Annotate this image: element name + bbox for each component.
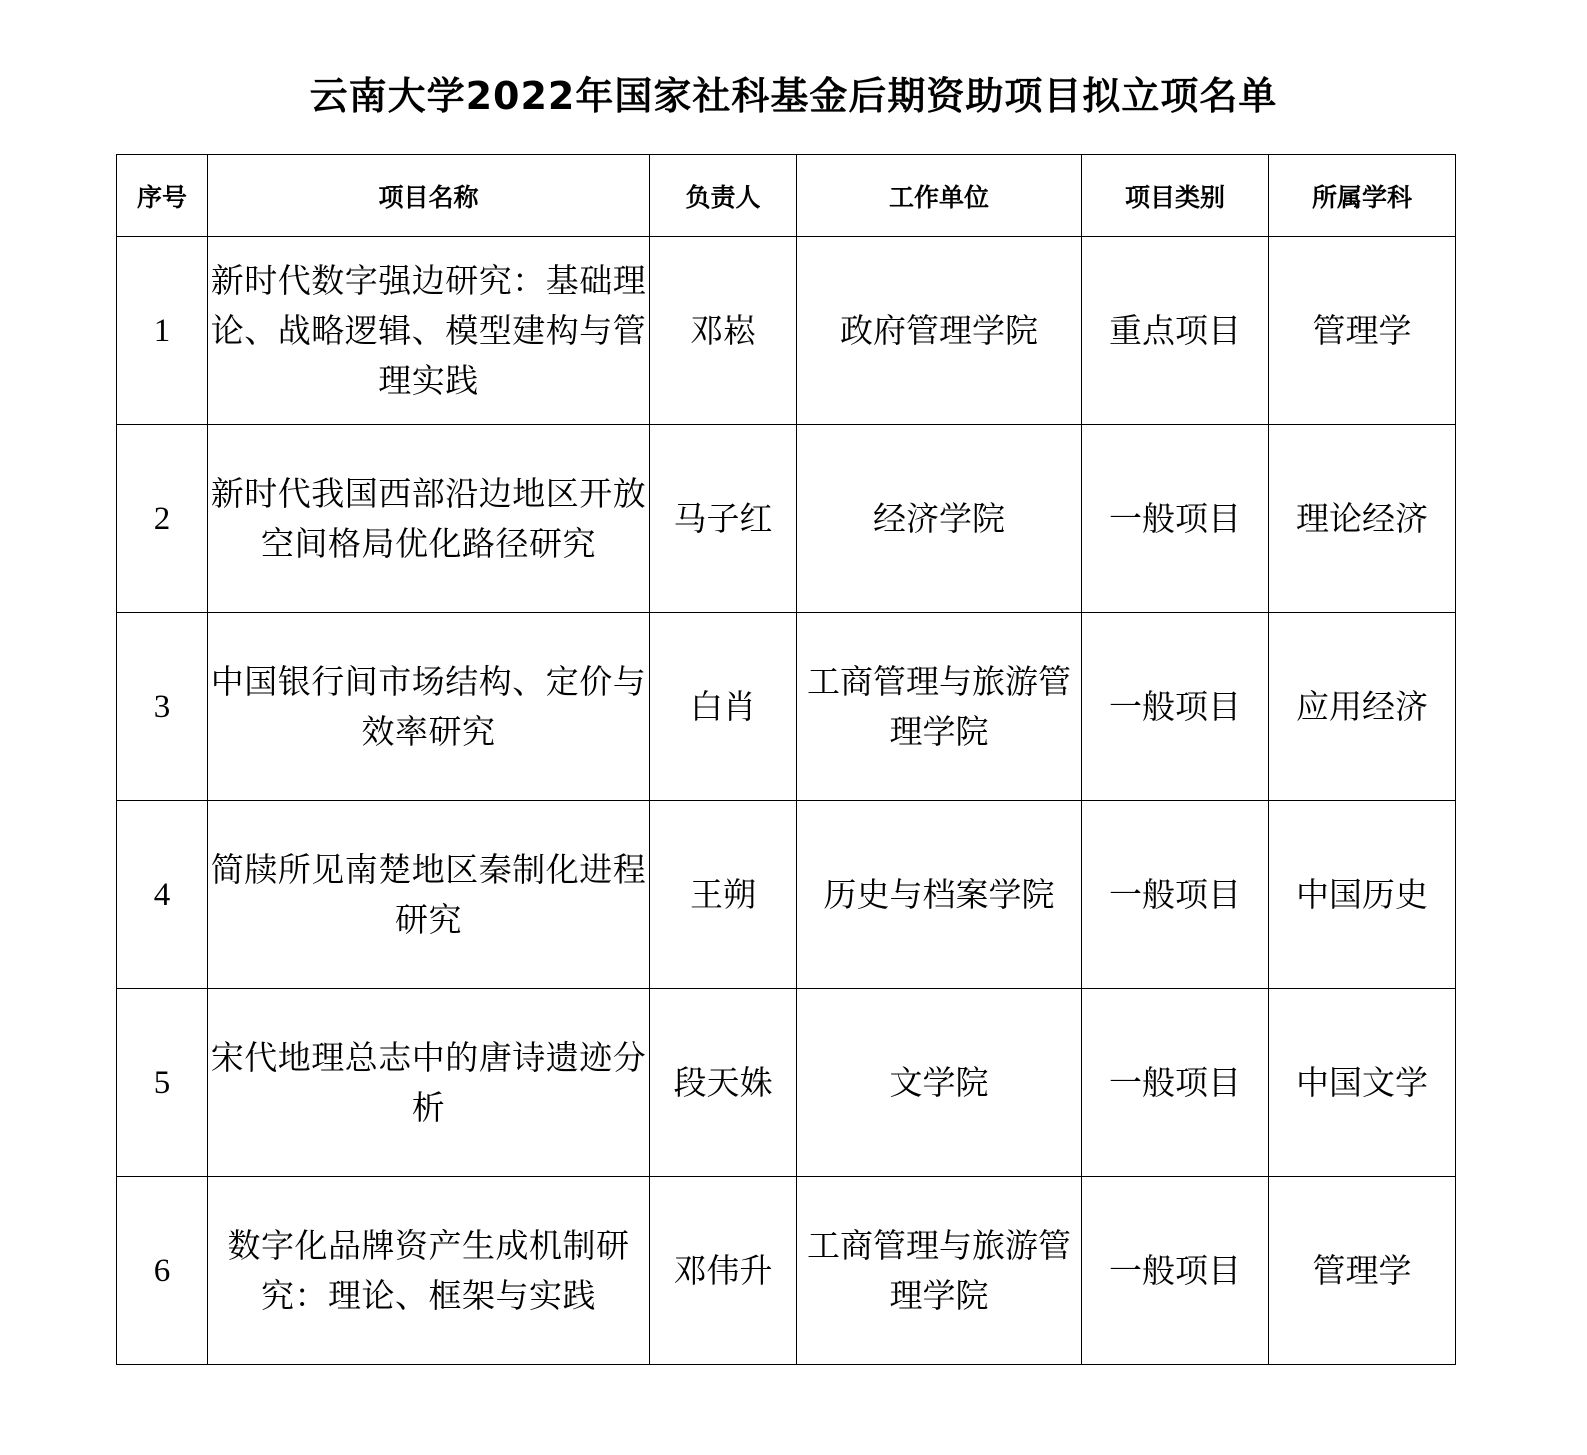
- cell-unit: 历史与档案学院: [797, 801, 1082, 989]
- cell-project: 新时代数字强边研究：基础理论、战略逻辑、模型建构与管理实践: [208, 237, 650, 425]
- project-table: [116, 154, 1456, 1365]
- cell-discipline: 中国文学: [1269, 989, 1456, 1177]
- cell-leader: 段天姝: [650, 989, 797, 1177]
- header-seq: 序号: [117, 155, 208, 237]
- table-header: [117, 155, 1456, 237]
- cell-category: 一般项目: [1082, 425, 1269, 613]
- cell-unit: 工商管理与旅游管理学院: [797, 613, 1082, 801]
- header-row: [117, 155, 1456, 237]
- cell-unit: 工商管理与旅游管理学院: [797, 1177, 1082, 1365]
- cell-category: 一般项目: [1082, 613, 1269, 801]
- header-unit: 工作单位: [797, 155, 1082, 237]
- cell-category: 一般项目: [1082, 801, 1269, 989]
- header-discipline: 所属学科: [1269, 155, 1456, 237]
- cell-leader: 白肖: [650, 613, 797, 801]
- cell-discipline: 管理学: [1269, 237, 1456, 425]
- cell-leader: 王朔: [650, 801, 797, 989]
- cell-category: 一般项目: [1082, 989, 1269, 1177]
- table-row: [117, 1177, 1456, 1365]
- header-project: 项目名称: [208, 155, 650, 237]
- cell-project: 新时代我国西部沿边地区开放空间格局优化路径研究: [208, 425, 650, 613]
- cell-leader: 邓伟升: [650, 1177, 797, 1365]
- cell-discipline: 应用经济: [1269, 613, 1456, 801]
- cell-leader: 马子红: [650, 425, 797, 613]
- cell-seq: 4: [117, 801, 208, 989]
- cell-unit: 政府管理学院: [797, 237, 1082, 425]
- document-title: 云南大学2022年国家社科基金后期资助项目拟立项名单: [309, 74, 1278, 118]
- table-row: [117, 425, 1456, 613]
- cell-project: 中国银行间市场结构、定价与效率研究: [208, 613, 650, 801]
- cell-discipline: 中国历史: [1269, 801, 1456, 989]
- cell-seq: 2: [117, 425, 208, 613]
- cell-seq: 5: [117, 989, 208, 1177]
- table-row: [117, 801, 1456, 989]
- cell-seq: 3: [117, 613, 208, 801]
- cell-project: 简牍所见南楚地区秦制化进程研究: [208, 801, 650, 989]
- cell-category: 一般项目: [1082, 1177, 1269, 1365]
- cell-category: 重点项目: [1082, 237, 1269, 425]
- cell-project: 数字化品牌资产生成机制研究：理论、框架与实践: [208, 1177, 650, 1365]
- cell-unit: 文学院: [797, 989, 1082, 1177]
- header-category: 项目类别: [1082, 155, 1269, 237]
- table-row: [117, 237, 1456, 425]
- cell-unit: 经济学院: [797, 425, 1082, 613]
- table-row: [117, 989, 1456, 1177]
- cell-seq: 6: [117, 1177, 208, 1365]
- cell-leader: 邓崧: [650, 237, 797, 425]
- cell-discipline: 理论经济: [1269, 425, 1456, 613]
- table-row: [117, 613, 1456, 801]
- table-body: [117, 237, 1456, 1365]
- cell-discipline: 管理学: [1269, 1177, 1456, 1365]
- cell-project: 宋代地理总志中的唐诗遗迹分析: [208, 989, 650, 1177]
- cell-seq: 1: [117, 237, 208, 425]
- header-leader: 负责人: [650, 155, 797, 237]
